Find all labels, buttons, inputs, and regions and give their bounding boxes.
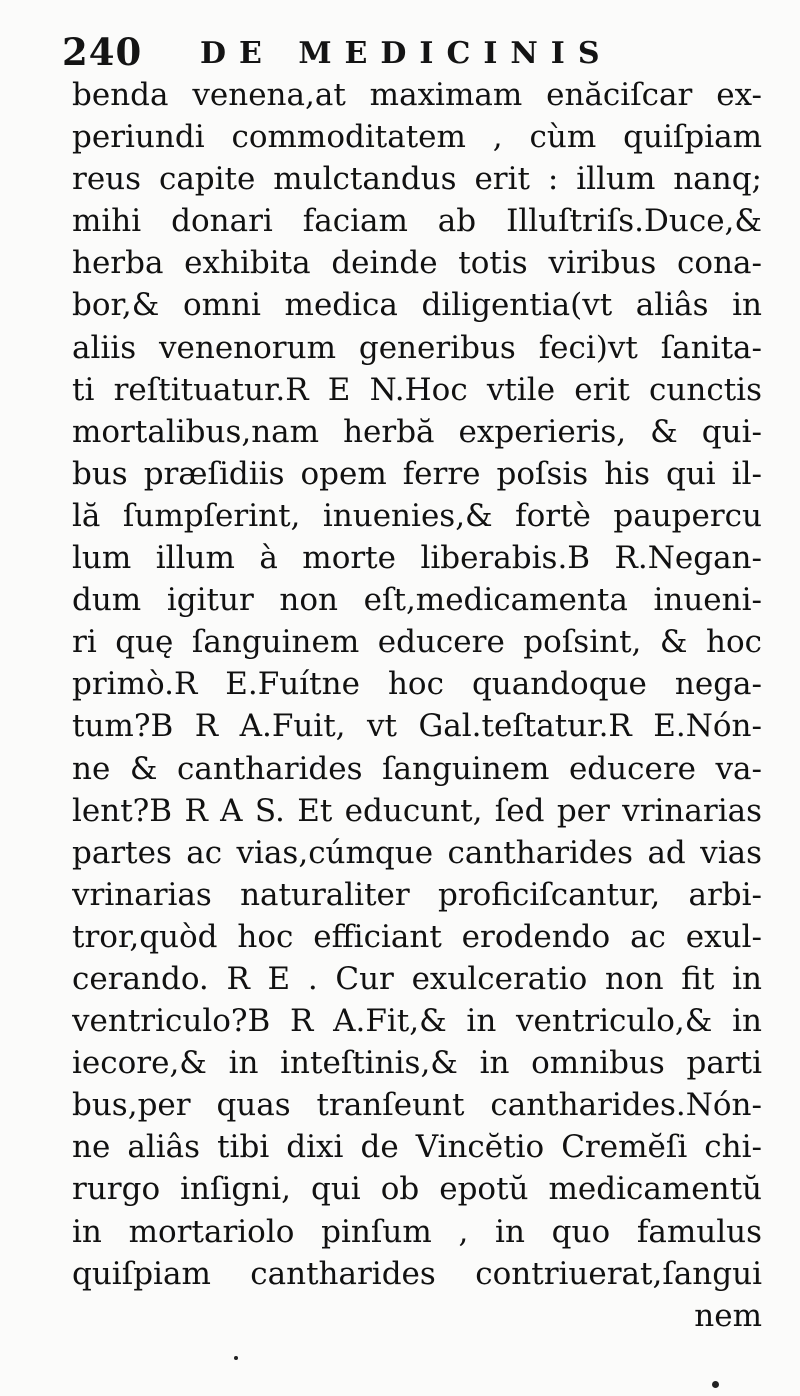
text-line: periundi commoditatem , cùm quiſpiam [72, 119, 762, 156]
ink-speck [712, 1381, 719, 1388]
text-line: tror,quòd hoc efficiant erodendo ac exul- [72, 918, 762, 955]
page-number: 240 [62, 30, 143, 74]
text-line: bor,& omni medica diligentia(vt aliâs in [72, 287, 762, 324]
text-line: aliis venenorum generibus feci)vt ſanita- [72, 329, 762, 366]
body-text [72, 74, 762, 1337]
text-line: ventriculo?B R A.Fit,& in ventriculo,& in [72, 1003, 762, 1040]
text-line: reus capite mulctandus erit : illum nanq; [72, 161, 762, 198]
catchword: nem [694, 1297, 762, 1334]
text-line: lent?B R A S. Et educunt, ſed per vrinarias [72, 792, 762, 829]
text-line: ne aliâs tibi dixi de Vincĕtio Cremĕſi chi- [72, 1129, 762, 1166]
text-line: dum igitur non eſt,medicamenta inueni- [72, 582, 762, 619]
text-line: rurgo inſigni, qui ob epotŭ medicamentŭ [72, 1171, 762, 1208]
text-line: vrinarias naturaliter proficiſcantur, arbi- [72, 876, 762, 913]
text-line: lum illum à morte liberabis.B R.Negan- [72, 540, 762, 577]
text-line: benda venena,at maximam enăciſcar ex- [72, 77, 762, 113]
text-line: lă ſumpſerint, inuenies,& fortè paupercu [72, 497, 762, 534]
running-head: DE MEDICINIS [200, 36, 613, 71]
text-line: cerando. R E . Cur exulceratio non fit in [72, 960, 762, 997]
page-header [62, 24, 752, 76]
text-line: bus,per quas tranſeunt cantharides.Nón- [72, 1087, 762, 1124]
text-line: quiſpiam cantharides contriuerat,ſangui [72, 1255, 762, 1292]
text-line: herba exhibita deinde totis viribus cona- [72, 245, 762, 282]
text-line: iecore,& in inteſtinis,& in omnibus parti [72, 1045, 762, 1082]
text-line: ti reſtituatur.R E N.Hoc vtile erit cunctis [72, 371, 762, 408]
text-line: mihi donari faciam ab Illuſtriſs.Duce,& [72, 203, 762, 240]
text-line: partes ac vias,cúmque cantharides ad vias [72, 834, 762, 871]
text-line: ri quę ſanguinem educere poſsint, & hoc [72, 624, 762, 661]
ink-speck [234, 1356, 238, 1360]
text-line: in mortariolo pinſum , in quo famulus [72, 1213, 762, 1250]
text-line: primò.R E.Fuítne hoc quandoque nega- [72, 666, 762, 703]
text-line: tum?B R A.Fuit, vt Gal.teſtatur.R E.Nón- [72, 708, 762, 745]
text-line: bus præſidiis opem ferre poſsis his qui il- [72, 455, 762, 492]
text-line: ne & cantharides ſanguinem educere va- [72, 750, 762, 787]
text-line: mortalibus,nam herbă experieris, & qui- [72, 413, 762, 450]
